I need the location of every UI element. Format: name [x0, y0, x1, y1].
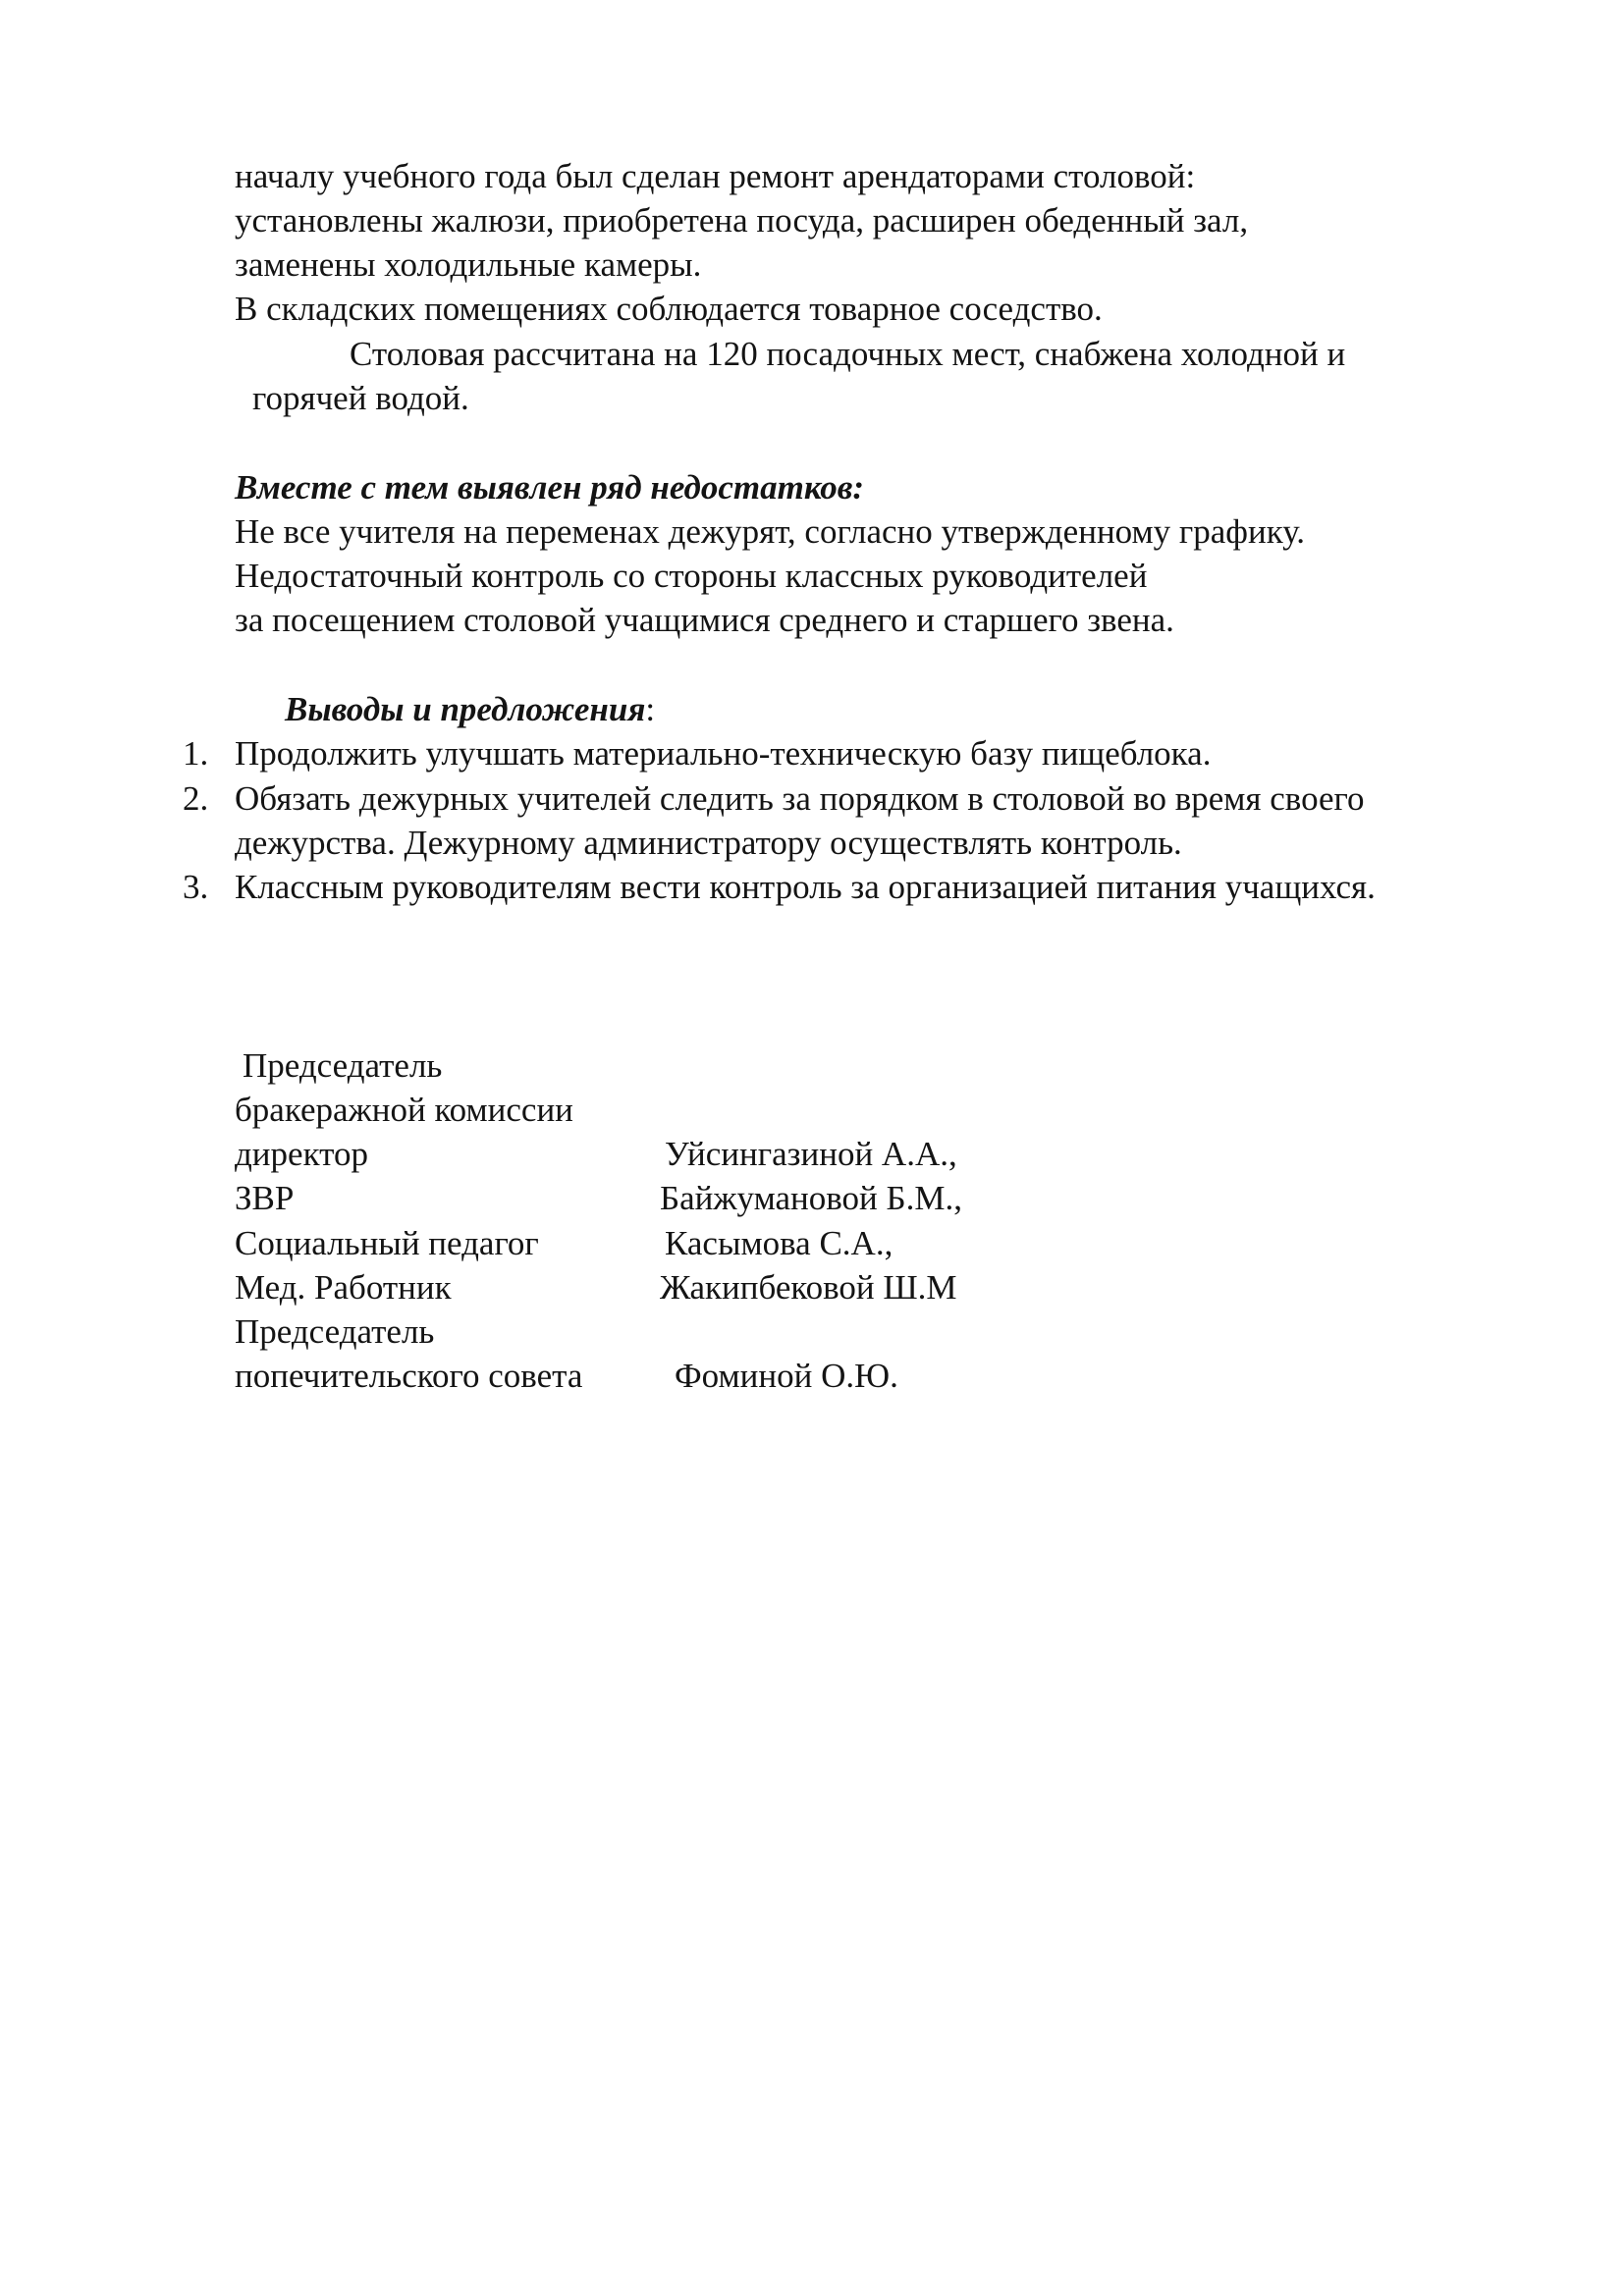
intro-line-1: началу учебного года был сделан ремонт арендаторами столовой: [235, 157, 1196, 195]
conclusions-heading-text: Выводы и предложения [285, 690, 646, 728]
signature-name-zvr: Байжумановой Б.М., [660, 1179, 962, 1217]
shortcomings-line-3: за посещением столовой учащимися среднего и старшего звена. [235, 601, 1174, 639]
council-name: Фоминой О.Ю. [675, 1357, 898, 1395]
chair-title-line-2: бракеражной комиссии [235, 1091, 573, 1129]
council-title-line-1: Председатель [235, 1312, 435, 1351]
council-title-line-2: попечительского совета [235, 1357, 583, 1395]
intro-line-5: Столовая рассчитана на 120 посадочных мест, снабжена холодной и [350, 335, 1346, 373]
chair-title-line-1: Председатель [243, 1046, 443, 1085]
intro-line-6: горячей водой. [252, 379, 469, 417]
list-item-text: Продолжить улучшать материально-техническую базу пищеблока. [235, 734, 1212, 773]
intro-line-2: установлены жалюзи, приобретена посуда, расширен обеденный зал, [235, 201, 1249, 240]
list-item-number: 3. [183, 868, 209, 906]
signature-role-social-pedagogue: Социальный педагог [235, 1224, 539, 1262]
signature-name-medic: Жакипбековой Ш.М [660, 1268, 957, 1307]
intro-line-4: В складских помещениях соблюдается товарное соседство. [235, 290, 1103, 328]
conclusions-heading-colon: : [645, 690, 656, 728]
list-item-text: Обязать дежурных учителей следить за порядком в столовой во время своего [235, 779, 1365, 818]
list-item-text: Классным руководителям вести контроль за организацией питания учащихся. [235, 868, 1376, 906]
signature-role-zvr: ЗВР [235, 1179, 295, 1217]
signature-role-director: директор [235, 1135, 368, 1173]
intro-line-3: заменены холодильные камеры. [235, 245, 702, 284]
list-item-number: 2. [183, 779, 209, 818]
list-item-number: 1. [183, 734, 209, 773]
shortcomings-line-1: Не все учителя на переменах дежурят, согласно утвержденному графику. [235, 512, 1305, 551]
signature-name-director: Уйсингазиной А.А., [665, 1135, 957, 1173]
signature-name-social-pedagogue: Касымова С.А., [665, 1224, 893, 1262]
list-item-text-continued: дежурства. Дежурному администратору осуществлять контроль. [235, 824, 1182, 862]
shortcomings-heading: Вместе с тем выявлен ряд недостатков: [235, 468, 865, 507]
conclusions-heading [285, 688, 655, 731]
signature-role-medic: Мед. Работник [235, 1268, 452, 1307]
shortcomings-line-2: Недостаточный контроль со стороны классных руководителей [235, 557, 1148, 595]
